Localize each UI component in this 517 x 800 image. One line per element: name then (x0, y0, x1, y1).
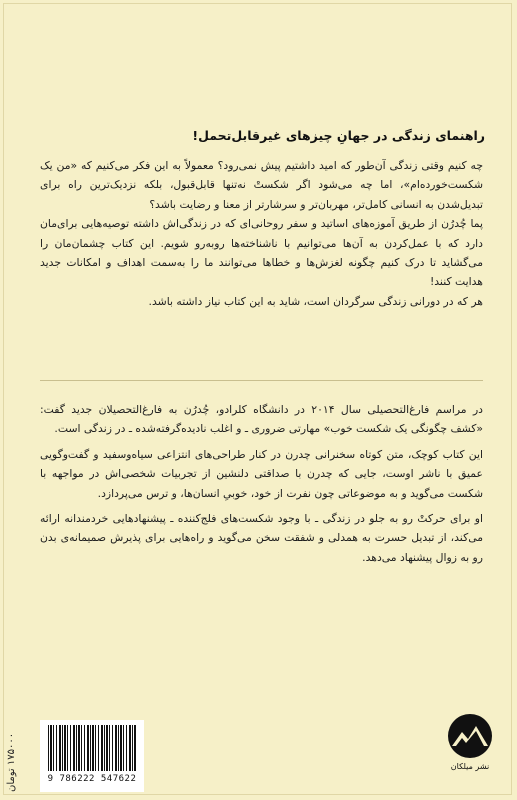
body-paragraph: این کتاب کوچک، متن کوتاه سخنرانی چدرن در کنار طراحی‌های انتزاعی سیاه‌وسفید و گفت‌وگویی عمیق با ناشر اوست، جایی که چدرن با صداقتی دلنشین از تجربیات شخصی‌اش در مواجهه با شکست می‌گوید و به موضوعاتی چون نفرت از خود، خوبیِ انسان‌ها، و ترس می‌پردازد. (40, 447, 483, 500)
mountain-logo-icon (446, 712, 494, 760)
price-label: ۱۷۵۰۰۰ تومان (6, 732, 17, 792)
intro-paragraph: پما چُدرُن از طریق آموزه‌های اساتید و سفر روحانی‌ای که در زندگی‌اش داشته توصیه‌هایی برای‌مان دارد که با عمل‌کردن به آن‌ها می‌توانیم با ناشناخته‌ها روبه‌رو شویم. این کتاب چشمان‌مان را می‌گشاید تا درک کنیم چگونه لغزش‌ها و خطاها می‌توانند ما را به‌سمت اهداف و امکانات جدید هدایت کنند! (40, 217, 483, 289)
intro-text (40, 156, 483, 311)
barcode-number: 9 786222 547622 (47, 774, 137, 784)
publisher-logo (446, 712, 494, 776)
intro-paragraph: هر که در دورانی زندگی سرگردان است، شاید به این کتاب نیاز داشته باشد. (148, 294, 483, 308)
back-cover-title: راهنمای زندگی در جهانِ چیزهای غیرقابل‌تحمل! (192, 128, 485, 143)
section-divider (40, 380, 483, 381)
cover-frame (3, 3, 512, 795)
body-text (40, 400, 483, 567)
barcode-bars (48, 725, 136, 771)
body-paragraph: او برای حرکتْ رو به جلو در زندگی ـ با وجود شکست‌های فلج‌کننده ـ پیشنهادهایی خردمندانه ارائه می‌کند، از تبدیل حسرت به همدلی و شفقت سخن می‌گوید و راه‌هایی برای پذیرش صمیمانه‌ی بدن رو به زوال پیشنهاد می‌دهد. (40, 512, 483, 564)
intro-paragraph: چه کنیم وقتی زندگی آن‌طور که امید داشتیم پیش نمی‌رود؟ معمولاً به این فکر می‌کنیم که «من یک شکست‌خورده‌ام»، اما چه می‌شود اگر شکستْ نه‌تنها قابل‌قبول، بلکه نزدیک‌ترین راه برای تبدیل‌شدن به انسانی کامل‌تر، مهربان‌تر و سرشارتر از معنا و رضایت باشد؟ (40, 159, 483, 211)
publisher-name: نشر میلکان (450, 762, 490, 771)
body-paragraph: در مراسم فارغ‌التحصیلی سال ۲۰۱۴ در دانشگاه کلرادو، چُدرُن به فارغ‌التحصیلان جدید گفت: «کشف چگونگی یک شکست خوب» مهارتی ضروری ـ و اغلب نادیده‌گرفته‌شده ـ در زندگی است. (40, 403, 483, 436)
isbn-barcode (40, 720, 144, 792)
